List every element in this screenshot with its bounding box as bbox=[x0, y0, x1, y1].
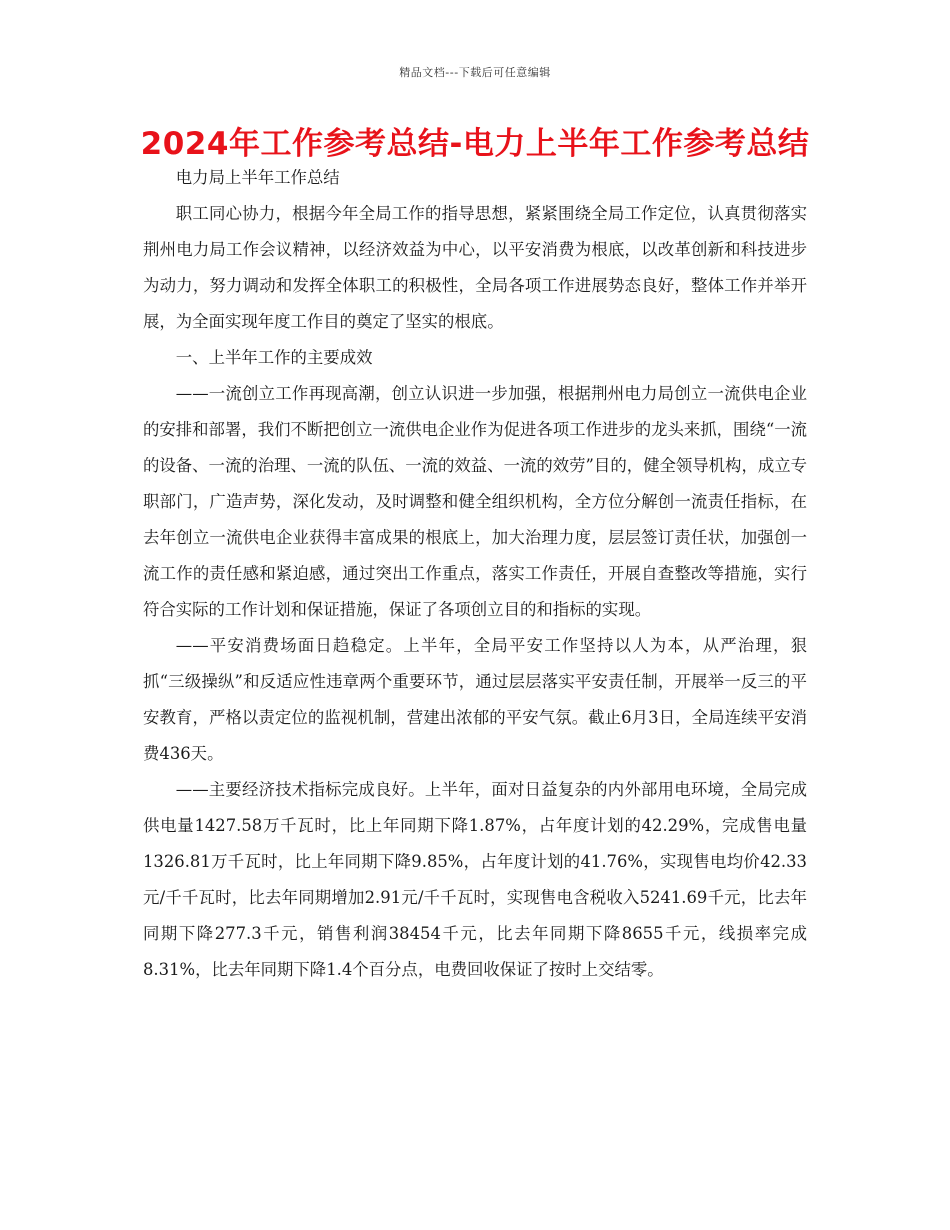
section-subtitle: 电力局上半年工作总结 bbox=[175, 168, 340, 187]
body-paragraph: ——平安消费场面日趋稳定。上半年，全局平安工作坚持以人为本，从严治理，狠抓“三级操纵”和反适应性违章两个重要环节，通过层层落实平安责任制，开展举一反三的平安教育，严格以责定位的监视机制，营建出浓郁的平安气氛。截止6月3日，全局连续平安消费436天。 bbox=[143, 636, 807, 763]
section-heading: 一、上半年工作的主要成效 bbox=[175, 348, 373, 367]
document-title: 2024年工作参考总结-电力上半年工作参考总结 bbox=[140, 126, 810, 162]
document-body bbox=[143, 160, 807, 988]
header-note: 精品文档---下载后可任意编辑 bbox=[399, 66, 551, 79]
body-paragraph: ——主要经济技术指标完成良好。上半年，面对日益复杂的内外部用电环境，全局完成供电量1427.58万千瓦时，比上年同期下降1.87%，占年度计划的42.29%，完成售电量1326.81万千瓦时，比上年同期下降9.85%，占年度计划的41.76%，实现售电均价42.33元/千千瓦时，比去年同期增加2.91元/千千瓦时，实现售电含税收入5241.69千元，比去年同期下降277.3千元，销售利润38454千元，比去年同期下降8655千元，线损率完成8.31%，比去年同期下降1.4个百分点，电费回收保证了按时上交结零。 bbox=[143, 780, 807, 979]
body-paragraph: 职工同心协力，根据今年全局工作的指导思想，紧紧围绕全局工作定位，认真贯彻落实荆州电力局工作会议精神，以经济效益为中心，以平安消费为根底，以改革创新和科技进步为动力，努力调动和发挥全体职工的积极性，全局各项工作进展势态良好，整体工作并举开展，为全面实现年度工作目的奠定了坚实的根底。 bbox=[143, 204, 807, 331]
body-paragraph: ——一流创立工作再现高潮，创立认识进一步加强，根据荆州电力局创立一流供电企业的安排和部署，我们不断把创立一流供电企业作为促进各项工作进步的龙头来抓，围绕“一流的设备、一流的治理、一流的队伍、一流的效益、一流的效劳”目的，健全领导机构，成立专职部门，广造声势，深化发动，及时调整和健全组织机构，全方位分解创一流责任指标，在去年创立一流供电企业获得丰富成果的根底上，加大治理力度，层层签订责任状，加强创一流工作的责任感和紧迫感，通过突出工作重点，落实工作责任，开展自查整改等措施，实行符合实际的工作计划和保证措施，保证了各项创立目的和指标的实现。 bbox=[143, 384, 808, 619]
